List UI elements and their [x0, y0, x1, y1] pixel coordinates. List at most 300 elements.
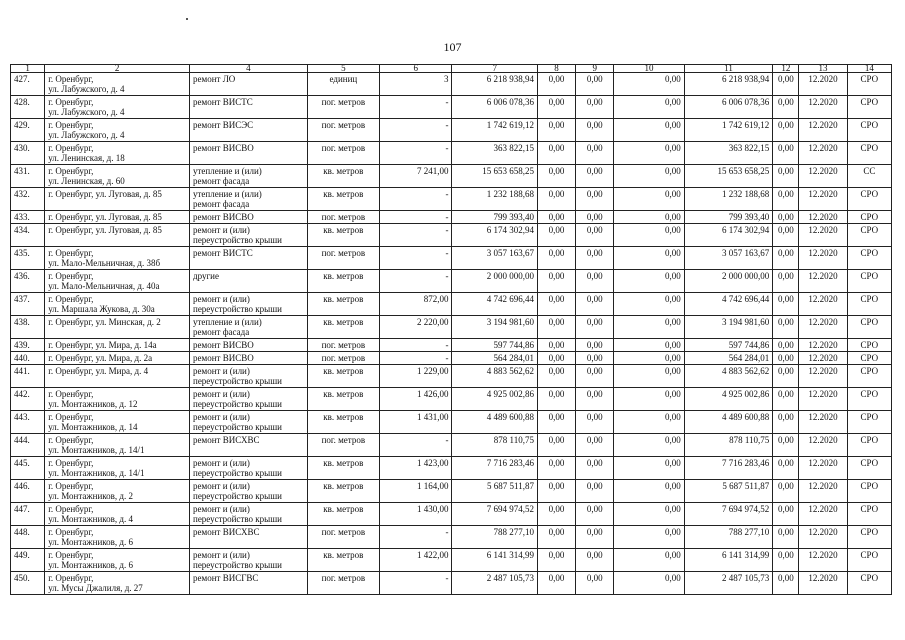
address-cell: г. Оренбург, ул. Монтажников, д. 4 — [45, 503, 190, 526]
quantity-cell: 1 430,00 — [380, 503, 452, 526]
unit-cell: кв. метров — [307, 480, 379, 503]
row-number: 448. — [11, 526, 45, 549]
value-cell: 0,00 — [537, 293, 575, 316]
value-cell: 0,00 — [576, 96, 614, 119]
amount-cell: 6 218 938,94 — [684, 73, 773, 96]
deadline-cell: 12.2020 — [799, 388, 847, 411]
total-cost-cell: 788 277,10 — [452, 526, 537, 549]
value-cell: 0,00 — [614, 365, 684, 388]
method-cell: СРО — [847, 293, 891, 316]
table-row — [11, 572, 892, 595]
method-cell: СРО — [847, 411, 891, 434]
row-number: 450. — [11, 572, 45, 595]
amount-cell: 4 925 002,86 — [684, 388, 773, 411]
value-cell: 0,00 — [614, 388, 684, 411]
value-cell: 0,00 — [576, 411, 614, 434]
table-row — [11, 96, 892, 119]
unit-cell: пог. метров — [307, 96, 379, 119]
col-header: 1 — [11, 65, 45, 73]
col-header: 10 — [614, 65, 684, 73]
amount-cell: 363 822,15 — [684, 142, 773, 165]
work-type-cell: утепление и (или) ремонт фасада — [190, 316, 308, 339]
value-cell: 0,00 — [576, 119, 614, 142]
address-cell: г. Оренбург, ул. Монтажников, д. 6 — [45, 549, 190, 572]
value-cell: 0,00 — [773, 434, 799, 457]
unit-cell: единиц — [307, 73, 379, 96]
value-cell: 0,00 — [576, 293, 614, 316]
table-row — [11, 457, 892, 480]
value-cell: 0,00 — [614, 352, 684, 365]
amount-cell: 597 744,86 — [684, 339, 773, 352]
value-cell: 0,00 — [614, 339, 684, 352]
total-cost-cell: 3 057 163,67 — [452, 247, 537, 270]
table-row — [11, 270, 892, 293]
value-cell: 0,00 — [537, 572, 575, 595]
method-cell: СРО — [847, 526, 891, 549]
row-number: 428. — [11, 96, 45, 119]
value-cell: 0,00 — [773, 188, 799, 211]
table-row — [11, 293, 892, 316]
value-cell: 0,00 — [773, 352, 799, 365]
method-cell: СРО — [847, 142, 891, 165]
row-number: 427. — [11, 73, 45, 96]
deadline-cell: 12.2020 — [799, 165, 847, 188]
row-number: 442. — [11, 388, 45, 411]
value-cell: 0,00 — [773, 247, 799, 270]
address-cell: г. Оренбург, ул. Мало-Мельничная, д. 38б — [45, 247, 190, 270]
address-cell: г. Оренбург, ул. Монтажников, д. 12 — [45, 388, 190, 411]
work-type-cell: ремонт и (или) переустройство крыши — [190, 480, 308, 503]
value-cell: 0,00 — [537, 503, 575, 526]
value-cell: 0,00 — [576, 270, 614, 293]
unit-cell: кв. метров — [307, 549, 379, 572]
work-type-cell: ремонт ВИСВО — [190, 142, 308, 165]
address-cell: г. Оренбург, ул. Монтажников, д. 14/1 — [45, 434, 190, 457]
value-cell: 0,00 — [537, 270, 575, 293]
value-cell: 0,00 — [576, 339, 614, 352]
address-cell: г. Оренбург, ул. Лабужского, д. 4 — [45, 119, 190, 142]
address-cell: г. Оренбург, ул. Мало-Мельничная, д. 40а — [45, 270, 190, 293]
quantity-cell: 1 423,00 — [380, 457, 452, 480]
unit-cell: пог. метров — [307, 572, 379, 595]
total-cost-cell: 4 883 562,62 — [452, 365, 537, 388]
col-header: 11 — [684, 65, 773, 73]
value-cell: 0,00 — [773, 480, 799, 503]
deadline-cell: 12.2020 — [799, 365, 847, 388]
value-cell: 0,00 — [614, 224, 684, 247]
table-row — [11, 480, 892, 503]
value-cell: 0,00 — [576, 224, 614, 247]
quantity-cell: 1 426,00 — [380, 388, 452, 411]
page-number: 107 — [443, 40, 462, 54]
quantity-cell: 2 220,00 — [380, 316, 452, 339]
value-cell: 0,00 — [576, 73, 614, 96]
row-number: 430. — [11, 142, 45, 165]
unit-cell: кв. метров — [307, 224, 379, 247]
table-row — [11, 73, 892, 96]
quantity-cell: 1 164,00 — [380, 480, 452, 503]
quantity-cell: - — [380, 96, 452, 119]
row-number: 437. — [11, 293, 45, 316]
unit-cell: кв. метров — [307, 388, 379, 411]
amount-cell: 3 057 163,67 — [684, 247, 773, 270]
deadline-cell: 12.2020 — [799, 73, 847, 96]
col-header: 6 — [380, 65, 452, 73]
work-type-cell: ремонт и (или) переустройство крыши — [190, 293, 308, 316]
col-header: 8 — [537, 65, 575, 73]
amount-cell: 4 489 600,88 — [684, 411, 773, 434]
table-body — [11, 73, 892, 595]
work-type-cell: ремонт ВИСВО — [190, 211, 308, 224]
header-row — [11, 65, 892, 73]
table-row — [11, 211, 892, 224]
method-cell: СРО — [847, 572, 891, 595]
value-cell: 0,00 — [576, 316, 614, 339]
work-type-cell: ремонт ВИСВО — [190, 352, 308, 365]
row-number: 434. — [11, 224, 45, 247]
work-type-cell: ремонт ВИСЭС — [190, 119, 308, 142]
value-cell: 0,00 — [773, 457, 799, 480]
value-cell: 0,00 — [576, 365, 614, 388]
address-cell: г. Оренбург, ул. Лабужского, д. 4 — [45, 96, 190, 119]
row-number: 447. — [11, 503, 45, 526]
total-cost-cell: 597 744,86 — [452, 339, 537, 352]
address-cell: г. Оренбург, ул. Мира, д. 2а — [45, 352, 190, 365]
row-number: 445. — [11, 457, 45, 480]
value-cell: 0,00 — [576, 188, 614, 211]
work-type-cell: ремонт ВИСГВС — [190, 572, 308, 595]
deadline-cell: 12.2020 — [799, 503, 847, 526]
table-row — [11, 316, 892, 339]
value-cell: 0,00 — [537, 549, 575, 572]
value-cell: 0,00 — [773, 526, 799, 549]
works-table — [10, 64, 892, 595]
deadline-cell: 12.2020 — [799, 457, 847, 480]
unit-cell: кв. метров — [307, 270, 379, 293]
amount-cell: 1 742 619,12 — [684, 119, 773, 142]
quantity-cell: - — [380, 352, 452, 365]
unit-cell: пог. метров — [307, 339, 379, 352]
value-cell: 0,00 — [614, 503, 684, 526]
method-cell: СРО — [847, 365, 891, 388]
value-cell: 0,00 — [537, 365, 575, 388]
value-cell: 0,00 — [537, 224, 575, 247]
deadline-cell: 12.2020 — [799, 316, 847, 339]
value-cell: 0,00 — [537, 119, 575, 142]
row-number: 432. — [11, 188, 45, 211]
total-cost-cell: 5 687 511,87 — [452, 480, 537, 503]
amount-cell: 6 174 302,94 — [684, 224, 773, 247]
method-cell: СРО — [847, 480, 891, 503]
unit-cell: пог. метров — [307, 247, 379, 270]
total-cost-cell: 1 742 619,12 — [452, 119, 537, 142]
address-cell: г. Оренбург, ул. Лабужского, д. 4 — [45, 73, 190, 96]
value-cell: 0,00 — [773, 549, 799, 572]
value-cell: 0,00 — [773, 73, 799, 96]
unit-cell: кв. метров — [307, 188, 379, 211]
value-cell: 0,00 — [576, 457, 614, 480]
deadline-cell: 12.2020 — [799, 96, 847, 119]
work-type-cell: ремонт ВИСХВС — [190, 434, 308, 457]
table-row — [11, 388, 892, 411]
work-type-cell: ремонт ВИСХВС — [190, 526, 308, 549]
value-cell: 0,00 — [614, 96, 684, 119]
amount-cell: 7 716 283,46 — [684, 457, 773, 480]
deadline-cell: 12.2020 — [799, 480, 847, 503]
row-number: 439. — [11, 339, 45, 352]
unit-cell: пог. метров — [307, 526, 379, 549]
table-row — [11, 224, 892, 247]
value-cell: 0,00 — [773, 316, 799, 339]
quantity-cell: - — [380, 188, 452, 211]
value-cell: 0,00 — [773, 96, 799, 119]
deadline-cell: 12.2020 — [799, 434, 847, 457]
deadline-cell: 12.2020 — [799, 352, 847, 365]
work-type-cell: ремонт и (или) переустройство крыши — [190, 224, 308, 247]
value-cell: 0,00 — [773, 224, 799, 247]
address-cell: г. Оренбург, ул. Мира, д. 4 — [45, 365, 190, 388]
amount-cell: 6 006 078,36 — [684, 96, 773, 119]
address-cell: г. Оренбург, ул. Ленинская, д. 60 — [45, 165, 190, 188]
value-cell: 0,00 — [537, 388, 575, 411]
address-cell: г. Оренбург, ул. Монтажников, д. 6 — [45, 526, 190, 549]
value-cell: 0,00 — [614, 188, 684, 211]
deadline-cell: 12.2020 — [799, 572, 847, 595]
total-cost-cell: 4 742 696,44 — [452, 293, 537, 316]
quantity-cell: 3 — [380, 73, 452, 96]
scan-speck — [186, 18, 188, 20]
value-cell: 0,00 — [576, 434, 614, 457]
total-cost-cell: 1 232 188,68 — [452, 188, 537, 211]
row-number: 438. — [11, 316, 45, 339]
value-cell: 0,00 — [773, 142, 799, 165]
address-cell: г. Оренбург, ул. Мира, д. 14а — [45, 339, 190, 352]
work-type-cell: ремонт и (или) переустройство крыши — [190, 365, 308, 388]
method-cell: СС — [847, 165, 891, 188]
value-cell: 0,00 — [537, 339, 575, 352]
quantity-cell: - — [380, 211, 452, 224]
value-cell: 0,00 — [614, 211, 684, 224]
row-number: 429. — [11, 119, 45, 142]
value-cell: 0,00 — [537, 457, 575, 480]
total-cost-cell: 7 694 974,52 — [452, 503, 537, 526]
value-cell: 0,00 — [614, 411, 684, 434]
amount-cell: 2 487 105,73 — [684, 572, 773, 595]
total-cost-cell: 4 489 600,88 — [452, 411, 537, 434]
work-type-cell: ремонт и (или) переустройство крыши — [190, 411, 308, 434]
value-cell: 0,00 — [537, 247, 575, 270]
value-cell: 0,00 — [773, 572, 799, 595]
work-type-cell: ремонт и (или) переустройство крыши — [190, 457, 308, 480]
value-cell: 0,00 — [773, 503, 799, 526]
method-cell: СРО — [847, 316, 891, 339]
value-cell: 0,00 — [576, 142, 614, 165]
table-row — [11, 526, 892, 549]
address-cell: г. Оренбург, ул. Ленинская, д. 18 — [45, 142, 190, 165]
col-header: 7 — [452, 65, 537, 73]
value-cell: 0,00 — [537, 188, 575, 211]
quantity-cell: - — [380, 142, 452, 165]
amount-cell: 7 694 974,52 — [684, 503, 773, 526]
address-cell: г. Оренбург, ул. Луговая, д. 85 — [45, 188, 190, 211]
address-cell: г. Оренбург, ул. Монтажников, д. 14 — [45, 411, 190, 434]
total-cost-cell: 7 716 283,46 — [452, 457, 537, 480]
method-cell: СРО — [847, 247, 891, 270]
value-cell: 0,00 — [614, 572, 684, 595]
value-cell: 0,00 — [614, 247, 684, 270]
table-row — [11, 434, 892, 457]
quantity-cell: 1 431,00 — [380, 411, 452, 434]
value-cell: 0,00 — [614, 480, 684, 503]
work-type-cell: ремонт ВИСТС — [190, 247, 308, 270]
address-cell: г. Оренбург, ул. Минская, д. 2 — [45, 316, 190, 339]
method-cell: СРО — [847, 388, 891, 411]
total-cost-cell: 564 284,01 — [452, 352, 537, 365]
work-type-cell: ремонт ВИСВО — [190, 339, 308, 352]
unit-cell: кв. метров — [307, 503, 379, 526]
row-number: 431. — [11, 165, 45, 188]
method-cell: СРО — [847, 503, 891, 526]
value-cell: 0,00 — [773, 339, 799, 352]
value-cell: 0,00 — [576, 549, 614, 572]
deadline-cell: 12.2020 — [799, 119, 847, 142]
total-cost-cell: 2 487 105,73 — [452, 572, 537, 595]
deadline-cell: 12.2020 — [799, 339, 847, 352]
amount-cell: 1 232 188,68 — [684, 188, 773, 211]
total-cost-cell: 363 822,15 — [452, 142, 537, 165]
method-cell: СРО — [847, 549, 891, 572]
work-type-cell: ремонт и (или) переустройство крыши — [190, 388, 308, 411]
work-type-cell: ремонт и (или) переустройство крыши — [190, 503, 308, 526]
work-type-cell: ремонт и (или) переустройство крыши — [190, 549, 308, 572]
method-cell: СРО — [847, 352, 891, 365]
row-number: 443. — [11, 411, 45, 434]
total-cost-cell: 6 141 314,99 — [452, 549, 537, 572]
value-cell: 0,00 — [614, 549, 684, 572]
value-cell: 0,00 — [537, 142, 575, 165]
col-header: 13 — [799, 65, 847, 73]
deadline-cell: 12.2020 — [799, 188, 847, 211]
method-cell: СРО — [847, 457, 891, 480]
quantity-cell: - — [380, 224, 452, 247]
method-cell: СРО — [847, 211, 891, 224]
quantity-cell: - — [380, 526, 452, 549]
value-cell: 0,00 — [576, 247, 614, 270]
quantity-cell: - — [380, 434, 452, 457]
quantity-cell: - — [380, 270, 452, 293]
value-cell: 0,00 — [576, 211, 614, 224]
value-cell: 0,00 — [537, 165, 575, 188]
value-cell: 0,00 — [614, 457, 684, 480]
unit-cell: кв. метров — [307, 411, 379, 434]
value-cell: 0,00 — [773, 119, 799, 142]
unit-cell: пог. метров — [307, 119, 379, 142]
value-cell: 0,00 — [773, 365, 799, 388]
table-row — [11, 247, 892, 270]
method-cell: СРО — [847, 224, 891, 247]
amount-cell: 878 110,75 — [684, 434, 773, 457]
value-cell: 0,00 — [537, 96, 575, 119]
row-number: 441. — [11, 365, 45, 388]
quantity-cell: - — [380, 247, 452, 270]
deadline-cell: 12.2020 — [799, 224, 847, 247]
table-row — [11, 188, 892, 211]
deadline-cell: 12.2020 — [799, 142, 847, 165]
row-number: 444. — [11, 434, 45, 457]
total-cost-cell: 15 653 658,25 — [452, 165, 537, 188]
deadline-cell: 12.2020 — [799, 211, 847, 224]
amount-cell: 15 653 658,25 — [684, 165, 773, 188]
unit-cell: пог. метров — [307, 142, 379, 165]
work-type-cell: ремонт ЛО — [190, 73, 308, 96]
total-cost-cell: 3 194 981,60 — [452, 316, 537, 339]
value-cell: 0,00 — [537, 434, 575, 457]
address-cell: г. Оренбург, ул. Маршала Жукова, д. 30а — [45, 293, 190, 316]
amount-cell: 2 000 000,00 — [684, 270, 773, 293]
quantity-cell: - — [380, 339, 452, 352]
value-cell: 0,00 — [537, 73, 575, 96]
value-cell: 0,00 — [773, 165, 799, 188]
value-cell: 0,00 — [537, 352, 575, 365]
col-header: 4 — [190, 65, 308, 73]
table-row — [11, 365, 892, 388]
amount-cell: 6 141 314,99 — [684, 549, 773, 572]
unit-cell: пог. метров — [307, 434, 379, 457]
value-cell: 0,00 — [576, 503, 614, 526]
amount-cell: 3 194 981,60 — [684, 316, 773, 339]
work-type-cell: утепление и (или) ремонт фасада — [190, 165, 308, 188]
unit-cell: кв. метров — [307, 165, 379, 188]
work-type-cell: ремонт ВИСТС — [190, 96, 308, 119]
col-header: 12 — [773, 65, 799, 73]
address-cell: г. Оренбург, ул. Монтажников, д. 2 — [45, 480, 190, 503]
row-number: 440. — [11, 352, 45, 365]
total-cost-cell: 6 006 078,36 — [452, 96, 537, 119]
table-row — [11, 165, 892, 188]
col-header: 9 — [576, 65, 614, 73]
row-number: 449. — [11, 549, 45, 572]
value-cell: 0,00 — [614, 316, 684, 339]
total-cost-cell: 6 218 938,94 — [452, 73, 537, 96]
method-cell: СРО — [847, 73, 891, 96]
method-cell: СРО — [847, 339, 891, 352]
col-header: 2 — [45, 65, 190, 73]
row-number: 433. — [11, 211, 45, 224]
value-cell: 0,00 — [614, 293, 684, 316]
col-header: 14 — [847, 65, 891, 73]
amount-cell: 564 284,01 — [684, 352, 773, 365]
amount-cell: 4 883 562,62 — [684, 365, 773, 388]
unit-cell: кв. метров — [307, 457, 379, 480]
value-cell: 0,00 — [576, 165, 614, 188]
quantity-cell: 872,00 — [380, 293, 452, 316]
value-cell: 0,00 — [614, 165, 684, 188]
table-row — [11, 503, 892, 526]
value-cell: 0,00 — [576, 388, 614, 411]
work-type-cell: другие — [190, 270, 308, 293]
table-row — [11, 549, 892, 572]
total-cost-cell: 878 110,75 — [452, 434, 537, 457]
table-row — [11, 411, 892, 434]
method-cell: СРО — [847, 188, 891, 211]
value-cell: 0,00 — [773, 293, 799, 316]
deadline-cell: 12.2020 — [799, 293, 847, 316]
value-cell: 0,00 — [537, 316, 575, 339]
table-row — [11, 339, 892, 352]
quantity-cell: 1 422,00 — [380, 549, 452, 572]
amount-cell: 799 393,40 — [684, 211, 773, 224]
value-cell: 0,00 — [537, 411, 575, 434]
